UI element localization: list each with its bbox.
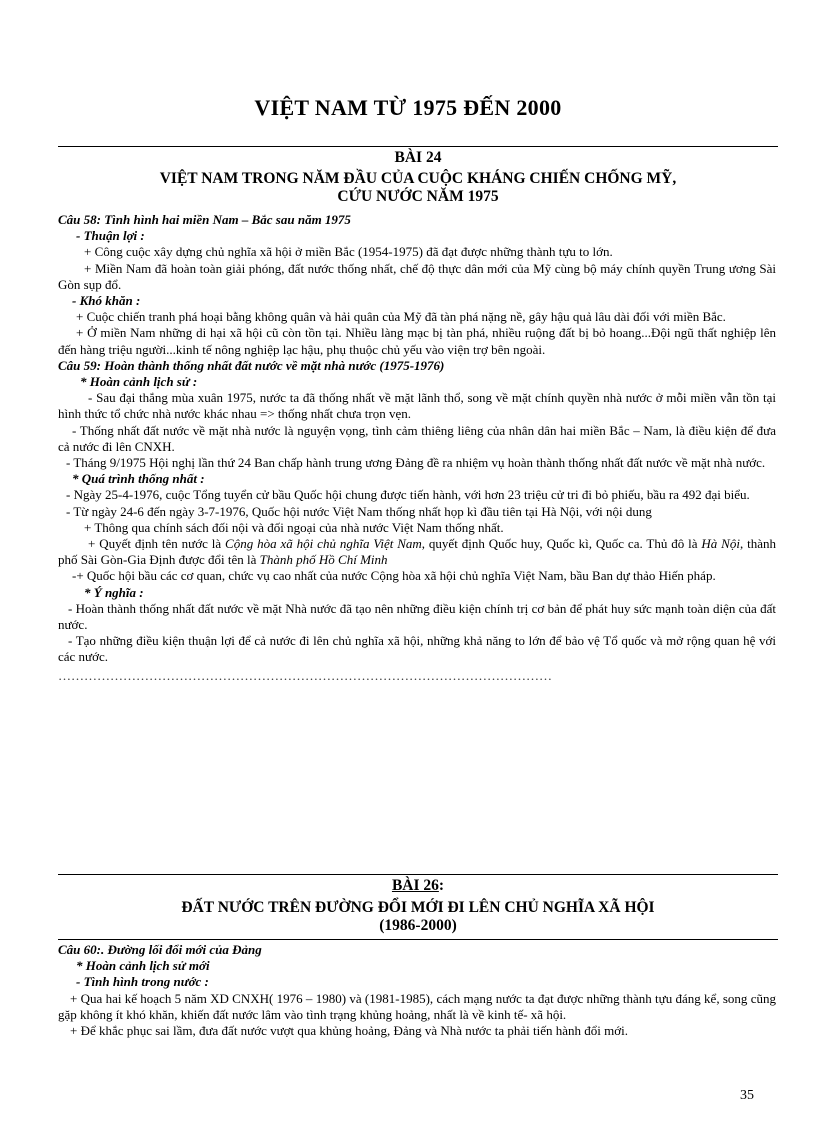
q58-advantage-1: + Công cuộc xây dựng chủ nghĩa xã hội ở miền Bắc (1954-1975) đã đạt được những thành tựu to lớn.: [84, 244, 613, 260]
q59-context-3: - Tháng 9/1975 Hội nghị lần thứ 24 Ban chấp hành trung ương Đảng đề ra nhiệm vụ hoàn thành thống nhất đất nước về mặt nhà nước.: [66, 455, 766, 471]
q59-significance-1: - Hoàn thành thống nhất đất nước về mặt Nhà nước đã tạo nên những điều kiện chính trị cơ bản để phát huy sức mạnh toàn diện của đất nước.: [58, 600, 776, 633]
q58-difficulty-2: + Ở miền Nam những di hại xã hội cũ còn tồn tại. Nhiều làng mạc bị tàn phá, nhiều ruộng đất bị bỏ hoang...Đội ngũ thất nghiệp lên đến hàng triệu người...kinh tế nông nghiệp lạc hậu, phụ thuộc chủ yếu vào viện trợ bên ngoài.: [58, 325, 776, 357]
lesson-26-title-line1: ĐẤT NƯỚC TRÊN ĐƯỜNG ĐỔI MỚI ĐI LÊN CHỦ NGHĨA XÃ HỘI: [181, 899, 655, 916]
q59-title: Câu 59: Hoàn thành thống nhất đất nước về mặt nhà nước (1975-1976): [58, 357, 445, 373]
q59-context-heading: * Hoàn cảnh lịch sử :: [80, 374, 198, 390]
q58-difficulties-heading: - Khó khăn :: [72, 293, 141, 309]
main-title: VIỆT NAM TỪ 1975 ĐẾN 2000: [254, 95, 562, 120]
lesson-26-colon: :: [438, 877, 445, 894]
lesson-26-title-line2: (1986-2000): [379, 917, 457, 934]
q59-context-1: - Sau đại thắng mùa xuân 1975, nước ta đã thống nhất về mặt lãnh thổ, song về mặt chính quyền nhà nước ở mỗi miền vẫn tồn tại hình thức tổ chức nhà nước khác nhau => thống nhất chưa trọn vẹn.: [58, 390, 776, 422]
divider: [58, 874, 778, 875]
divider: [58, 146, 778, 147]
q59-significance-2: - Tạo những điều kiện thuận lợi để cả nước đi lên chủ nghĩa xã hội, những khả năng to lớn để bảo vệ Tổ quốc và mở rộng quan hệ với các nước.: [58, 633, 776, 665]
q59-process-2: - Từ ngày 24-6 đến ngày 3-7-1976, Quốc hội nước Việt Nam thống nhất họp kì đầu tiên tại Hà Nội, với nội dung: [66, 503, 652, 519]
dotted-separator: ……………………………………………………………………………………………………: [58, 667, 552, 683]
q60-paragraph-2: + Để khắc phục sai lầm, đưa đất nước vượt qua khủng hoảng, Đảng và Nhà nước ta phải tiến hành đổi mới.: [70, 1023, 628, 1039]
q60-context-heading: * Hoàn cảnh lịch sử mới: [76, 958, 210, 974]
q59-process-heading: * Quá trình thống nhất :: [72, 471, 205, 487]
q59-process-5: -+ Quốc hội bầu các cơ quan, chức vụ cao nhất của nước Cộng hòa xã hội chủ nghĩa Việt Nam, bầu Ban dự thảo Hiến pháp.: [72, 568, 716, 584]
q60-domestic-heading: - Tình hình trong nước :: [76, 974, 209, 990]
q60-paragraph-1: + Qua hai kế hoạch 5 năm XD CNXH( 1976 – 1980) và (1981-1985), cách mạng nước ta đạt được những thành tựu đáng kể, song cũng gặp không ít khó khăn, khiến đất nước lâm vào tình trạng khủng hoảng, nhất là về kinh tế- xã hội.: [58, 990, 776, 1022]
lesson-26-header: [58, 877, 778, 935]
q59-context-2: - Thống nhất đất nước về mặt nhà nước là nguyện vọng, tình cảm thiêng liêng của nhân dân hai miền Bắc – Nam, là điều kiện để đưa cả nước đi lên CNXH.: [58, 422, 776, 454]
q58-difficulty-1: + Cuộc chiến tranh phá hoại bằng không quân và hải quân của Mỹ đã tàn phá nặng nề, gây hậu quả lâu dài đối với miền Bắc.: [76, 309, 726, 325]
q58-advantages-heading: - Thuận lợi :: [76, 228, 145, 244]
page-number: 35: [740, 1088, 754, 1103]
q58-title: Câu 58: Tình hình hai miền Nam – Bắc sau năm 1975: [58, 212, 351, 227]
lesson-24-content: [58, 212, 776, 684]
lesson-24-title-line2: CỨU NƯỚC NĂM 1975: [337, 188, 499, 205]
q59-process-3: + Thông qua chính sách đối nội và đối ngoại của nhà nước Việt Nam thống nhất.: [84, 519, 504, 535]
q58-advantage-2: + Miền Nam đã hoàn toàn giải phóng, đất nước thống nhất, chế độ thực dân mới của Mỹ cùng bộ máy chính quyền Trung ương Sài Gòn sụp đổ.: [58, 260, 776, 292]
lesson-24-header: [58, 149, 778, 206]
q59-process-1: - Ngày 25-4-1976, cuộc Tổng tuyển cử bầu Quốc hội chung được tiến hành, với hơn 23 triệu cử tri đi bỏ phiếu, bầu ra 492 đại biểu.: [66, 487, 750, 503]
lesson-26-number: BÀI 26: [391, 877, 439, 894]
lesson-24-number: BÀI 24: [394, 149, 442, 166]
lesson-26-content: [58, 942, 776, 1039]
q60-title: Câu 60:. Đường lối đổi mới của Đảng: [58, 942, 262, 957]
lesson-24-title-line1: VIỆT NAM TRONG NĂM ĐẦU CỦA CUỘC KHÁNG CHIẾN CHỐNG MỸ,: [159, 170, 677, 187]
q59-process-4: + Quyết định tên nước là Cộng hòa xã hội chủ nghĩa Việt Nam, quyết định Quốc huy, Quốc kì, Quốc ca. Thủ đô là Hà Nội, thành phố Sài Gòn-Gia Định được đổi tên là Thành phố Hồ Chí Minh: [58, 536, 776, 568]
divider: [58, 939, 778, 940]
q59-significance-heading: * Ý nghĩa :: [84, 584, 144, 600]
